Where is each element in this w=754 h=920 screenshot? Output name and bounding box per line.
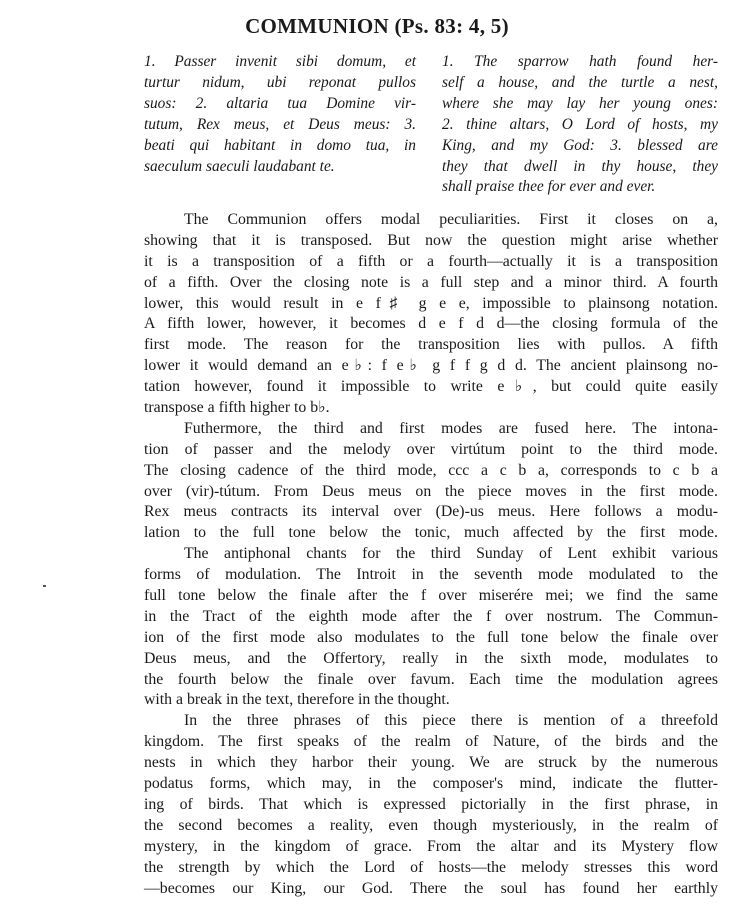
body-line: Deus meus, and the Offertory, really in the sixth mode, modulates to xyxy=(144,649,718,667)
body-line: lower, this would result in e f♯ g e e, impossible to plainsong notation. xyxy=(144,294,718,312)
english-line: shall praise thee for ever and ever. xyxy=(442,178,656,196)
body-line: A fifth lower, however, it becomes d e f d d—the closing formula of the xyxy=(144,315,718,333)
body-line: —becomes our King, our God. There the soul has found her earthly xyxy=(144,879,718,897)
page-title: COMMUNION (Ps. 83: 4, 5) xyxy=(245,14,509,38)
body-line: kingdom. The first speaks of the realm of Nature, of the birds and the xyxy=(144,733,718,751)
body-line: it is a transposition of a fifth or a fourth—actually it is a transposition xyxy=(144,252,718,270)
latin-line: 1. Passer invenit sibi domum, et xyxy=(144,53,416,70)
latin-line: turtur nidum, ubi reponat pullos xyxy=(144,73,416,91)
body-line: the second becomes a reality, even though mysteriously, in the realm of xyxy=(144,816,718,834)
body-line: ion of the first mode also modulates to the full tone below the finale over xyxy=(144,628,718,646)
body-line: lower it would demand an e♭: f e♭ g f f g d d. The ancient plainsong no- xyxy=(144,357,718,375)
scan-speck xyxy=(43,585,46,587)
commentary-body xyxy=(144,210,718,899)
body-line: the strength by which the Lord of hosts—the melody stresses this word xyxy=(144,858,718,876)
body-line: over (vir)-tútum. From Deus meus on the piece moves in the first mode. xyxy=(144,482,718,500)
english-line: they that dwell in thy house, they xyxy=(442,157,718,175)
body-line: lation to the full tone below the tonic, much affected by the first mode. xyxy=(144,524,718,542)
english-line: where she may lay her young ones: xyxy=(442,94,718,112)
body-line: forms of modulation. The Introit in the seventh mode modulated to the xyxy=(144,566,718,584)
body-line: of a fifth. Over the closing note is a full step and a minor third. A fourth xyxy=(144,273,718,291)
body-line: transpose a fifth higher to b♭. xyxy=(144,399,330,417)
body-line: the fourth below the finale over favum. Each time the modulation agrees xyxy=(144,670,718,688)
latin-line: beati qui habitant in domo tua, in xyxy=(144,136,416,154)
latin-line: suos: 2. altaria tua Domine vir- xyxy=(144,94,416,112)
body-line: The closing cadence of the third mode, ccc a c b a, corresponds to c b a xyxy=(144,461,718,479)
body-line: In the three phrases of this piece there is mention of a threefold xyxy=(184,712,718,730)
english-line: self a house, and the turtle a nest, xyxy=(442,73,718,91)
body-line: tion of passer and the melody over virtútum point to the third mode. xyxy=(144,440,718,458)
body-line: mystery, in the kingdom of grace. From the altar and its Mystery flow xyxy=(144,837,718,855)
english-translation-column xyxy=(442,52,718,198)
body-line: Rex meus contracts its interval over (De)-us meus. Here follows a modu- xyxy=(144,503,718,521)
body-line: The Communion offers modal peculiarities. First it closes on a, xyxy=(184,211,718,228)
body-line: in the Tract of the eighth mode after the f over nostrum. The Commun- xyxy=(144,607,718,625)
body-line: with a break in the text, therefore in the thought. xyxy=(144,691,450,709)
english-line: King, and my God: 3. blessed are xyxy=(442,136,718,154)
body-line: Futhermore, the third and first modes are fused here. The intona- xyxy=(184,419,718,437)
latin-line: tutum, Rex meus, et Deus meus: 3. xyxy=(144,115,416,133)
body-line: showing that it is transposed. But now the question might arise whether xyxy=(144,231,718,249)
body-line: The antiphonal chants for the third Sunday of Lent exhibit various xyxy=(184,545,718,563)
body-line: podatus forms, which may, in the composer's mind, indicate the flutter- xyxy=(144,775,718,793)
body-line: nests in which they harbor their young. We are struck by the numerous xyxy=(144,754,718,772)
body-line: full tone below the finale after the f over miserére mei; we find the same xyxy=(144,587,718,605)
latin-line: saeculum saeculi laudabant te. xyxy=(144,157,335,175)
body-line: tation however, found it impossible to write e♭, but could quite easily xyxy=(144,378,718,396)
body-line: first mode. The reason for the transposition lies with pullos. A fifth xyxy=(144,336,718,354)
english-line: 1. The sparrow hath found her- xyxy=(442,53,718,70)
latin-text-column xyxy=(144,52,416,177)
english-line: 2. thine altars, O Lord of hosts, my xyxy=(442,115,718,133)
body-line: ing of birds. That which is expressed pictorially in the first phrase, in xyxy=(144,795,718,813)
